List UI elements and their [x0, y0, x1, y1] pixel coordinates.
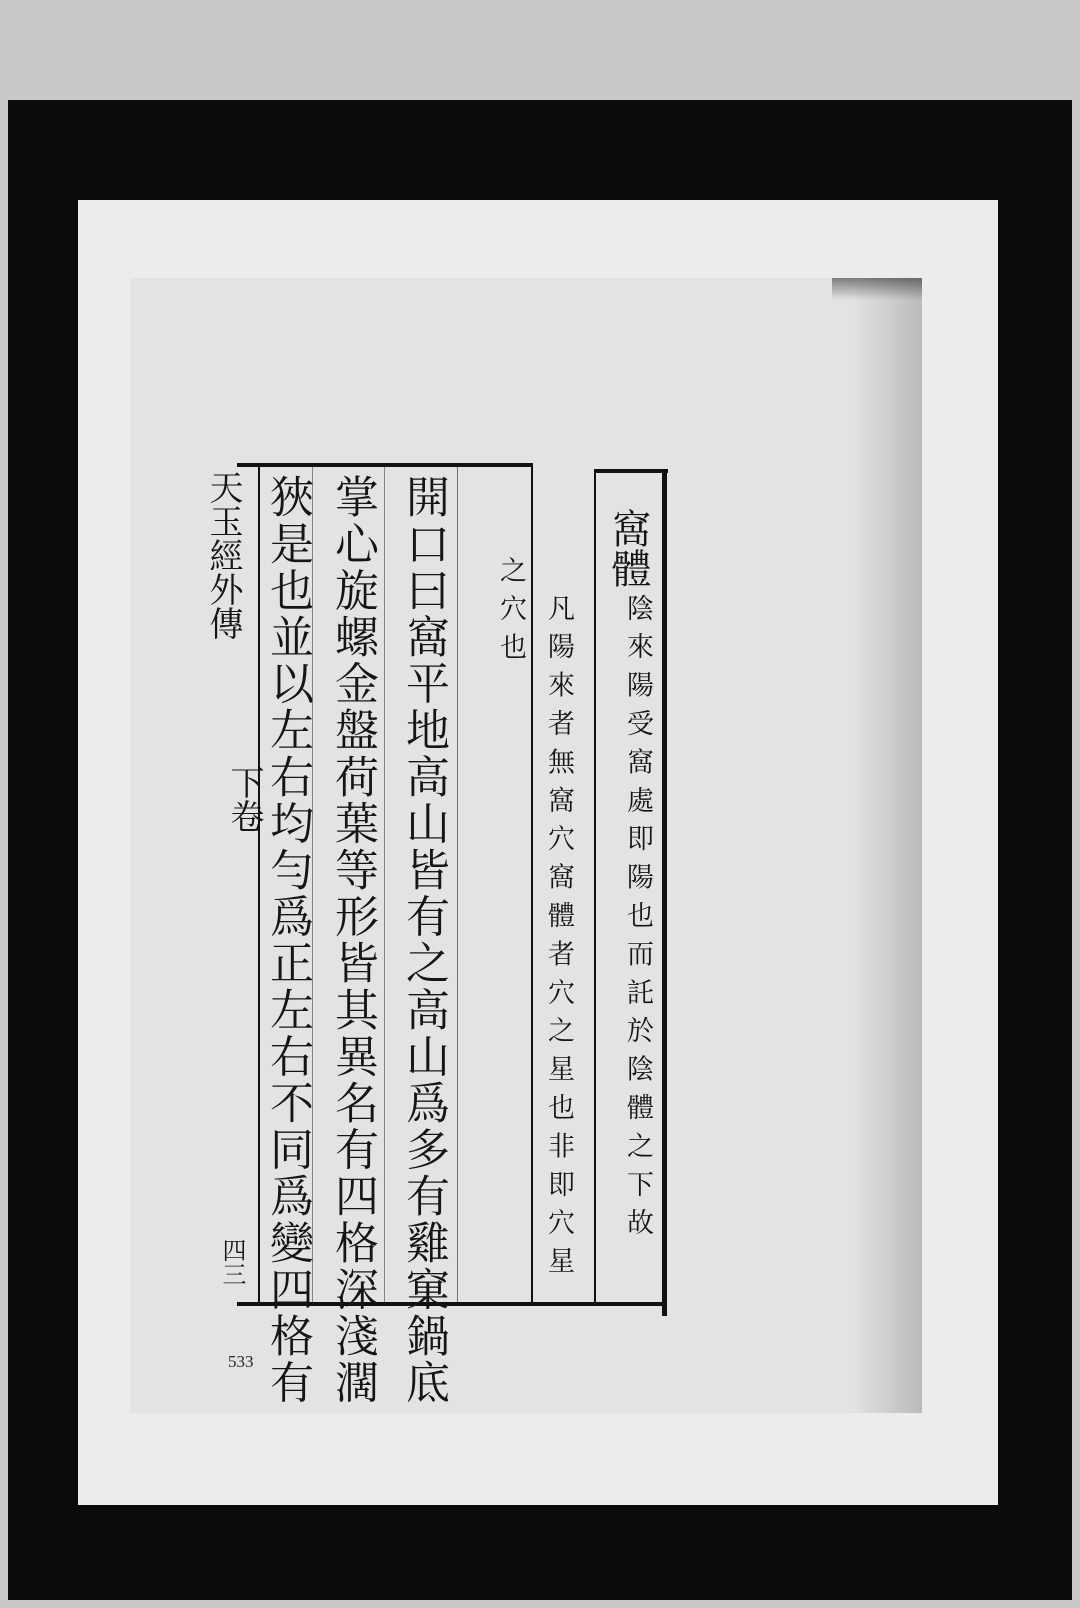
main-text-column: 掌心旋螺金盤荷葉等形皆其異名有四格深淺濶 [327, 474, 378, 1406]
frame-top-rule-right [596, 469, 668, 473]
commentary-line: 之穴也 [495, 556, 526, 672]
column-divider [384, 463, 385, 1302]
frame-right-rule [662, 469, 667, 1316]
frame-top-rule-left [237, 463, 533, 467]
running-title: 下卷 [224, 765, 264, 833]
commentary-line: 陰來陽受窩處即陽也而託於陰體之下故 [622, 594, 653, 1247]
page-number: 533 [228, 1352, 254, 1371]
main-text-column: 狹是也並以左右均勻爲正左右不同爲變四格有 [262, 474, 313, 1406]
section-heading: 窩體 [605, 508, 651, 588]
column-divider [594, 469, 596, 1302]
page-edge-shadow [852, 278, 922, 1413]
column-divider [531, 463, 533, 1302]
main-text-column: 開口曰窩平地高山皆有之高山爲多有雞窠鍋底 [398, 474, 449, 1406]
margin-book-title: 天玉經外傳 [203, 470, 243, 640]
book-page-scan [130, 278, 922, 1413]
folio-mark: 四三 [218, 1238, 246, 1286]
frame-left-rule [258, 463, 260, 1302]
commentary-line: 凡陽來者無窩穴窩體者穴之星也非即穴星 [543, 594, 574, 1286]
column-divider [457, 463, 458, 1302]
page-corner-shadow [832, 278, 922, 300]
